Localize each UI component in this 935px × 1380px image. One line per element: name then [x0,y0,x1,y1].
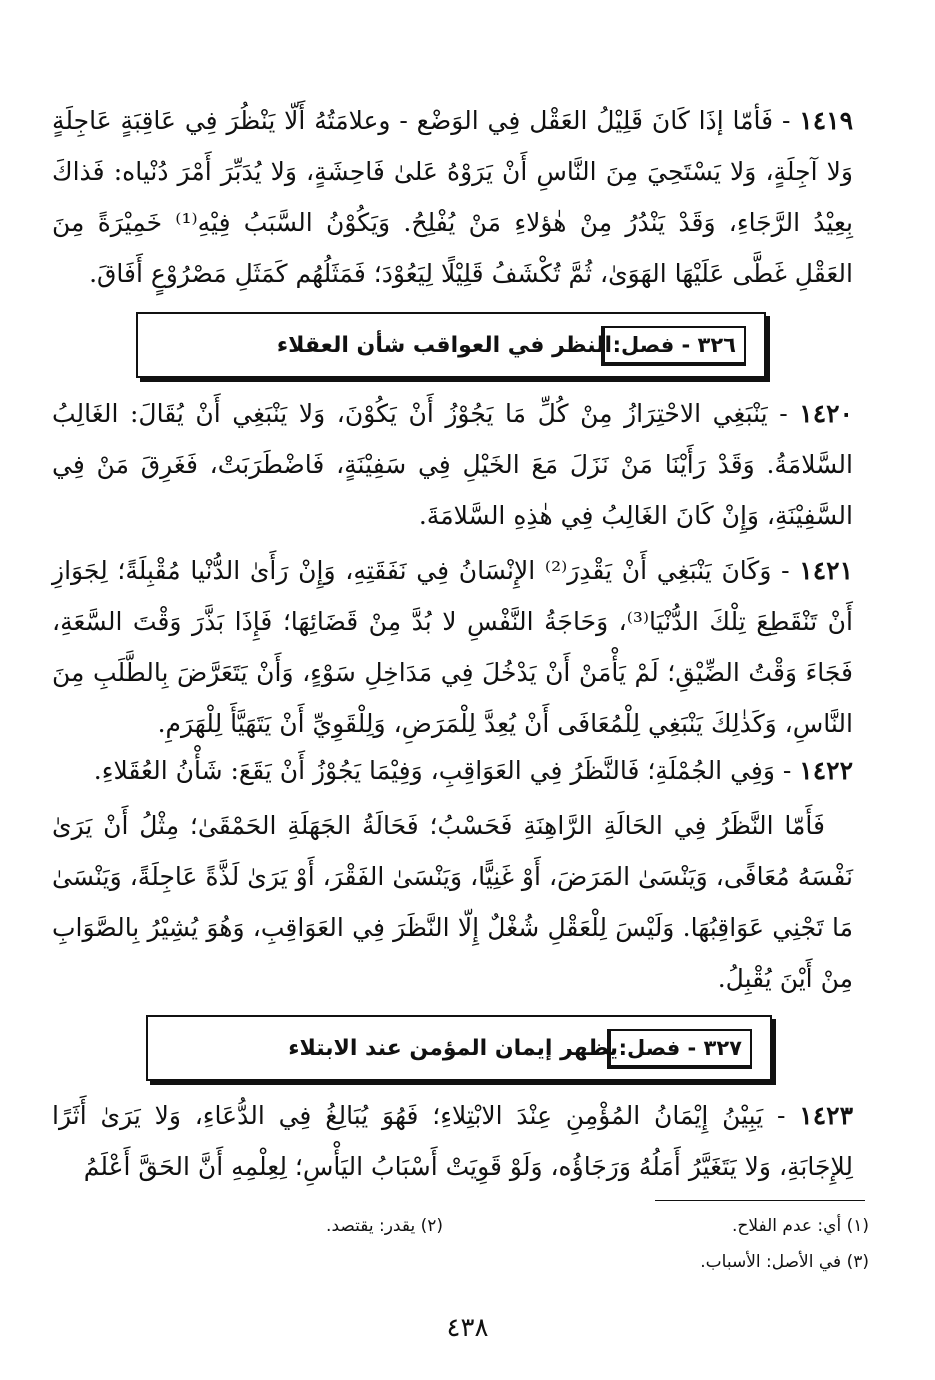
paragraph-1419 [52,95,853,299]
paragraph-number: ١٤٢٠ [799,399,853,428]
section-title: النظر في العواقب شأن العقلاء [276,333,612,358]
section-title: يظهر إيمان المؤمن عند الابتلاء [288,1036,618,1061]
paragraph-1423 [52,1090,853,1192]
footnote-2: (٢) يقدر: يقتصد. [326,1216,443,1236]
section-label: ٣٢٧ - فصل: [607,1029,752,1069]
paragraph-1422 [52,745,853,796]
paragraph-text: - يَبِيْنُ إِيْمَانُ المُؤْمِنِ عِنْدَ الابْتِلاءِ؛ فَهُوَ يُبَالِغُ فِي الدُّعَاءِ، وَلا يَرَىٰ أَثَرًا لِلإِجَابَةِ، وَلا يَتَغَيَّرُ أَمَلُهُ وَرَجَاؤُه، وَلَوْ قَوِيَتْ أَسْبَابُ اليَأْسِ؛ لِعِلْمِهِ أَنَّ الحَقَّ أَعْلَمُ [52,1101,853,1181]
footnote-3: (٣) في الأصل: الأسباب. [700,1252,869,1272]
paragraph-number: ١٤٢١ [799,556,853,585]
footnote-1: (١) أي: عدم الفلاح. [732,1216,869,1236]
paragraph-text: - فَأمّا إذَا كَانَ قَلِيْلُ العَقْل فِي الوَضْع - وعلامَتُهُ أَلّا يَنْظُرَ فِي عَاقِبَةٍ عَاجِلَةٍ وَلا آجِلَةٍ، وَلا يَسْتَحِيَ مِنَ النَّاسِ أَنْ يَرَوْهُ عَلىٰ فَاحِشَةٍ، وَلا يُدَبِّرَ أَمْرَ دُنْياه: فَذاكَ بِعِيْدُ الرَّجَاءِ، وَقَدْ يَنْدُرُ مِنْ هٰؤلاءِ مَنْ يُفْلِحُ. وَيَكُوْنُ السَّبَبُ فِيْهِ⁽¹⁾ خَمِيْرَةً مِنَ العَقْلِ غَطَّى عَلَيْهَا الهَوَىٰ، ثُمَّ تُكْشَفُ قَلِيْلًا لِيَعُوْدَ؛ فَمَثَلُهُم كَمَثَلِ مَصْرُوْعٍ أَفَاقَ. [52,106,853,288]
section-label: ٣٢٦ - فصل: [601,326,746,366]
paragraph-text: فَأَمّا النَّظَرُ فِي الحَالَةِ الرَّاهِنَةِ فَحَسْبُ؛ فَحَالَةُ الجَهَلَةِ الحَمْقَىٰ؛ مِثْلُ أَنْ يَرَىٰ نَفْسَهُ مُعَافًى، وَيَنْسَىٰ المَرَضَ، أَوْ غَنِيًّا، وَيَنْسَىٰ الفَقْرَ، أَوْ يَرَىٰ لَذَّةً عَاجِلَةً، وَيَنْسَىٰ مَا تَجْنِي عَوَاقِبُهَا. وَلَيْسَ لِلْعَقْلِ شُغْلٌ إِلّا النَّظَرَ فِي العَوَاقِبِ، وَهُوَ يُشِيْرُ بِالصَّوَابِ مِنْ أَيْنَ يُقْبِلُ. [52,811,853,993]
paragraph-number: ١٤٢٣ [799,1101,853,1130]
paragraph-number: ١٤٢٢ [799,756,853,785]
paragraph-1422-continued [52,800,853,1004]
section-heading-326 [136,312,766,378]
paragraph-1420 [52,388,853,541]
section-heading-327 [146,1015,772,1081]
page-number: ٤٣٨ [446,1313,489,1343]
paragraph-number: ١٤١٩ [799,106,853,135]
paragraph-text: - وَكَانَ يَنْبَغِي أَنْ يَقْدِرَ⁽²⁾ الإِنْسَانُ فِي نَفَقَتِهِ، وَإِنْ رَأَىٰ الدُّنْيا مُقْبِلَةً؛ لِجَوَازِ أَنْ تَنْقَطِعَ تِلْكَ الدُّنْيَا⁽³⁾، وَحَاجَةُ النَّفْسِ لا بُدَّ مِنْ قَضَائِهَا؛ فَإِذَا بَذَّرَ وَقْتَ السَّعَةِ، فَجَاءَ وَقْتُ الضِّيْقِ؛ لَمْ يَأْمَنْ أَنْ يَدْخُلَ فِي مَدَاخِلِ سَوْءٍ، وَأَنْ يَتَعَرَّضَ بِالطَّلَبِ مِنَ النَّاسِ، وَكَذٰلِكَ يَنْبَغِي لِلْمُعَافَى أَنْ يُعِدَّ لِلْمَرَضِ، وَلِلْقَوِيِّ أَنْ يَتَهَيَّأَ لِلْهَرَمِ. [52,556,853,738]
footnote-divider [655,1200,865,1201]
paragraph-text: - وَفِي الجُمْلَةِ؛ فَالنَّظَرُ فِي العَوَاقِبِ، وَفِيْمَا يَجُوْزُ أَنْ يَقَعَ: شَأْنُ العُقَلاءِ. [93,756,792,785]
paragraph-text: - يَنْبَغِي الاحْتِرَازُ مِنْ كُلِّ مَا يَجُوْزُ أَنْ يَكُوْنَ، وَلا يَنْبَغِي أَنْ يُقَالَ: الغَالِبُ السَّلامَةُ. وَقَدْ رَأَيْنَا مَنْ نَزَلَ مَعَ الخَيْلِ فِي سَفِيْنَةٍ، فَاضْطَرَبَتْ، فَغَرِقَ مَنْ فِي السَّفِيْنَةِ، وَإِنْ كَانَ الغَالِبُ فِي هٰذِهِ السَّلامَةَ. [52,399,853,530]
paragraph-1421 [52,545,853,749]
